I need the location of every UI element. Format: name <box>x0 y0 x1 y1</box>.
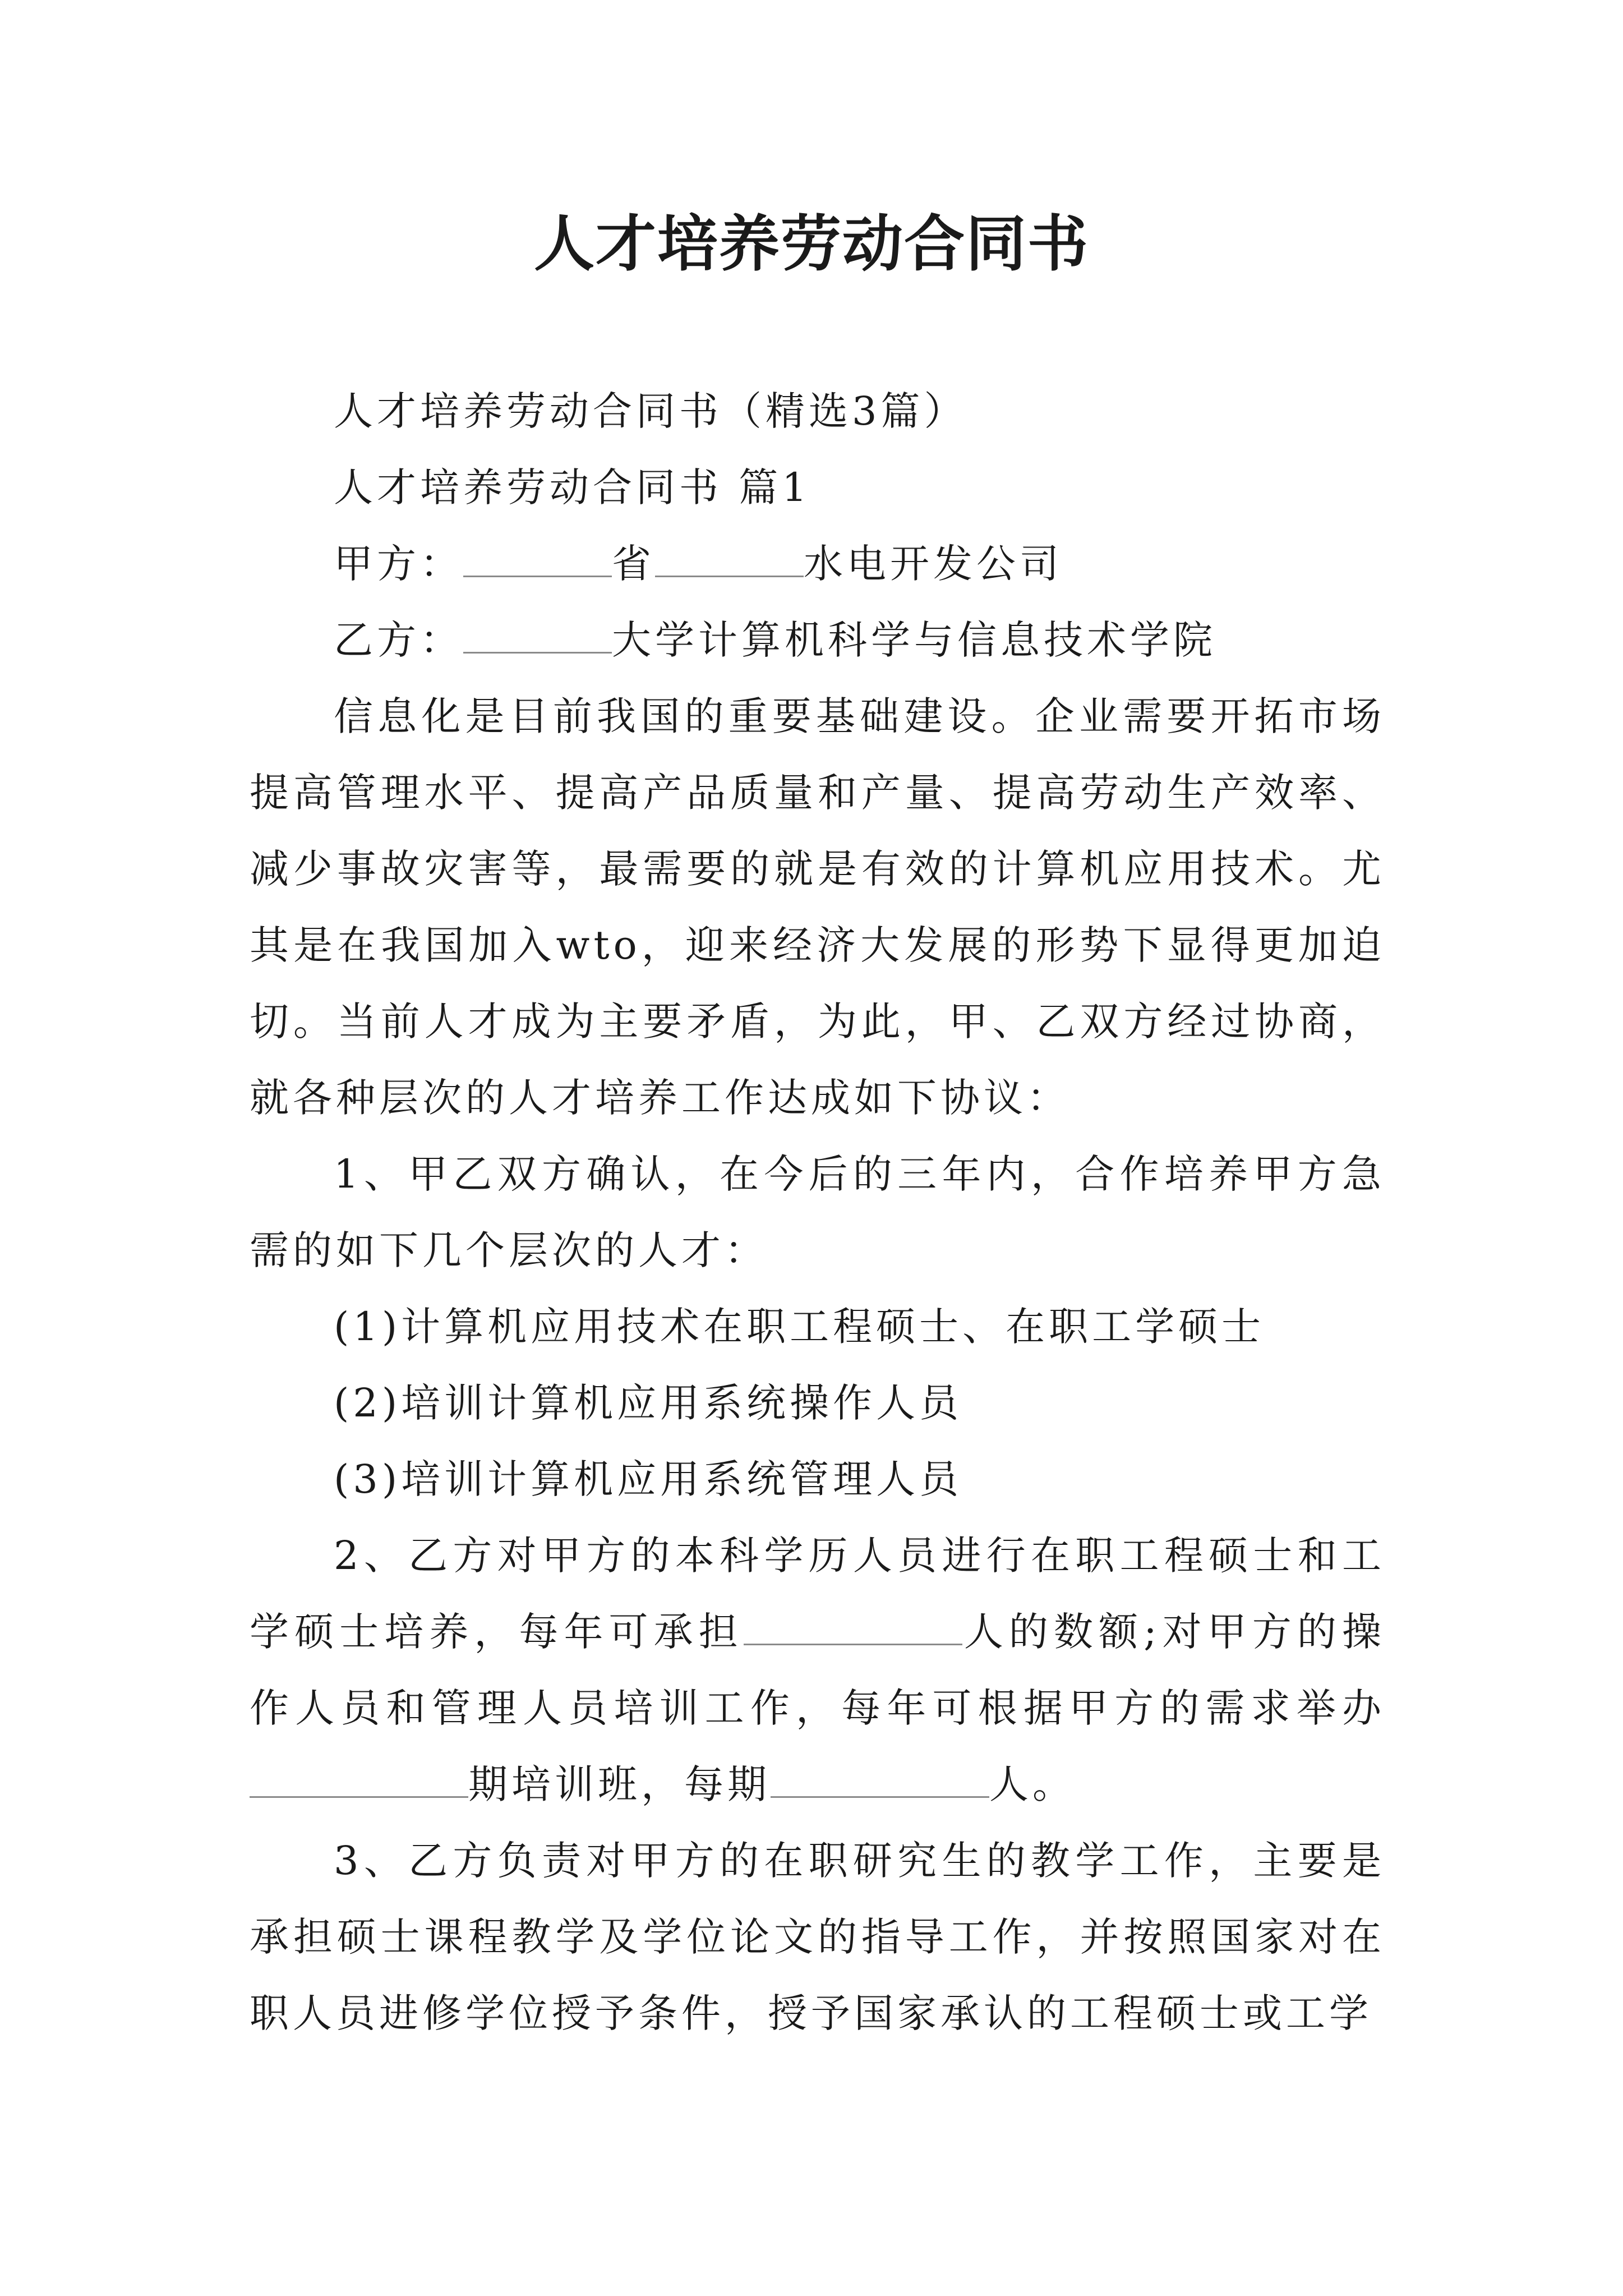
subtitle: 人才培养劳动合同书（精选3篇） <box>334 388 967 434</box>
clause-2 <box>250 1517 1385 1823</box>
blank-field <box>463 542 612 577</box>
blank-field <box>655 542 804 577</box>
party-b-line <box>250 602 1385 678</box>
intro-paragraph: 信息化是目前我国的重要基础建设。企业需要开拓市场提高管理水平、提高产品质量和产量、提高劳动生产效率、减少事故灾害等，最需要的就是有效的计算机应用技术。尤其是在我国加入wto，迎来经济大发展的形势下显得更加迫切。当前人才成为主要矛盾，为此，甲、乙双方经过协商，就各种层次的人才培养工作达成如下协议： <box>250 693 1385 1121</box>
section-heading: 人才培养劳动合同书 篇1 <box>334 464 811 510</box>
party-b-institution: 大学计算机科学与信息技术学院 <box>612 617 1216 663</box>
document-title: 人才培养劳动合同书 <box>533 209 1089 279</box>
blank-field <box>771 1763 989 1798</box>
clause-2-part-3: 期培训班，每期 <box>468 1761 771 1807</box>
party-a-label: 甲方： <box>334 541 463 587</box>
party-a-province: 省 <box>612 541 655 587</box>
clause-2-part-2: 人的数额;对甲方的操作人员和管理人员培训工作，每年可根据甲方的需求举办 <box>250 1609 1386 1731</box>
list-item: (2)培训计算机应用系统操作人员 <box>334 1380 963 1426</box>
clause-1: 1、甲乙双方确认，在今后的三年内，合作培养甲方急需的如下几个层次的人才： <box>250 1151 1385 1273</box>
clause-2-part-4: 人。 <box>989 1761 1076 1807</box>
list-item: (3)培训计算机应用系统管理人员 <box>334 1456 963 1502</box>
blank-field <box>463 618 612 654</box>
blank-field <box>250 1763 468 1798</box>
party-a-line <box>250 526 1385 602</box>
document-body <box>250 373 1385 2051</box>
list-item: (1)计算机应用技术在职工程硕士、在职工学硕士 <box>334 1304 1265 1350</box>
party-a-company: 水电开发公司 <box>804 541 1063 587</box>
clause-3: 3、乙方负责对甲方的在职研究生的教学工作，主要是承担硕士课程教学及学位论文的指导工作，并按照国家对在职人员进修学位授予条件，授予国家承认的工程硕士或工学 <box>250 1838 1385 2036</box>
clause-2-part-1: 2、乙方对甲方的本科学历人员进行在职工程硕士和工学硕士培养，每年可承担 <box>250 1533 1385 1655</box>
party-b-label: 乙方： <box>334 617 463 663</box>
blank-field <box>744 1610 962 1645</box>
